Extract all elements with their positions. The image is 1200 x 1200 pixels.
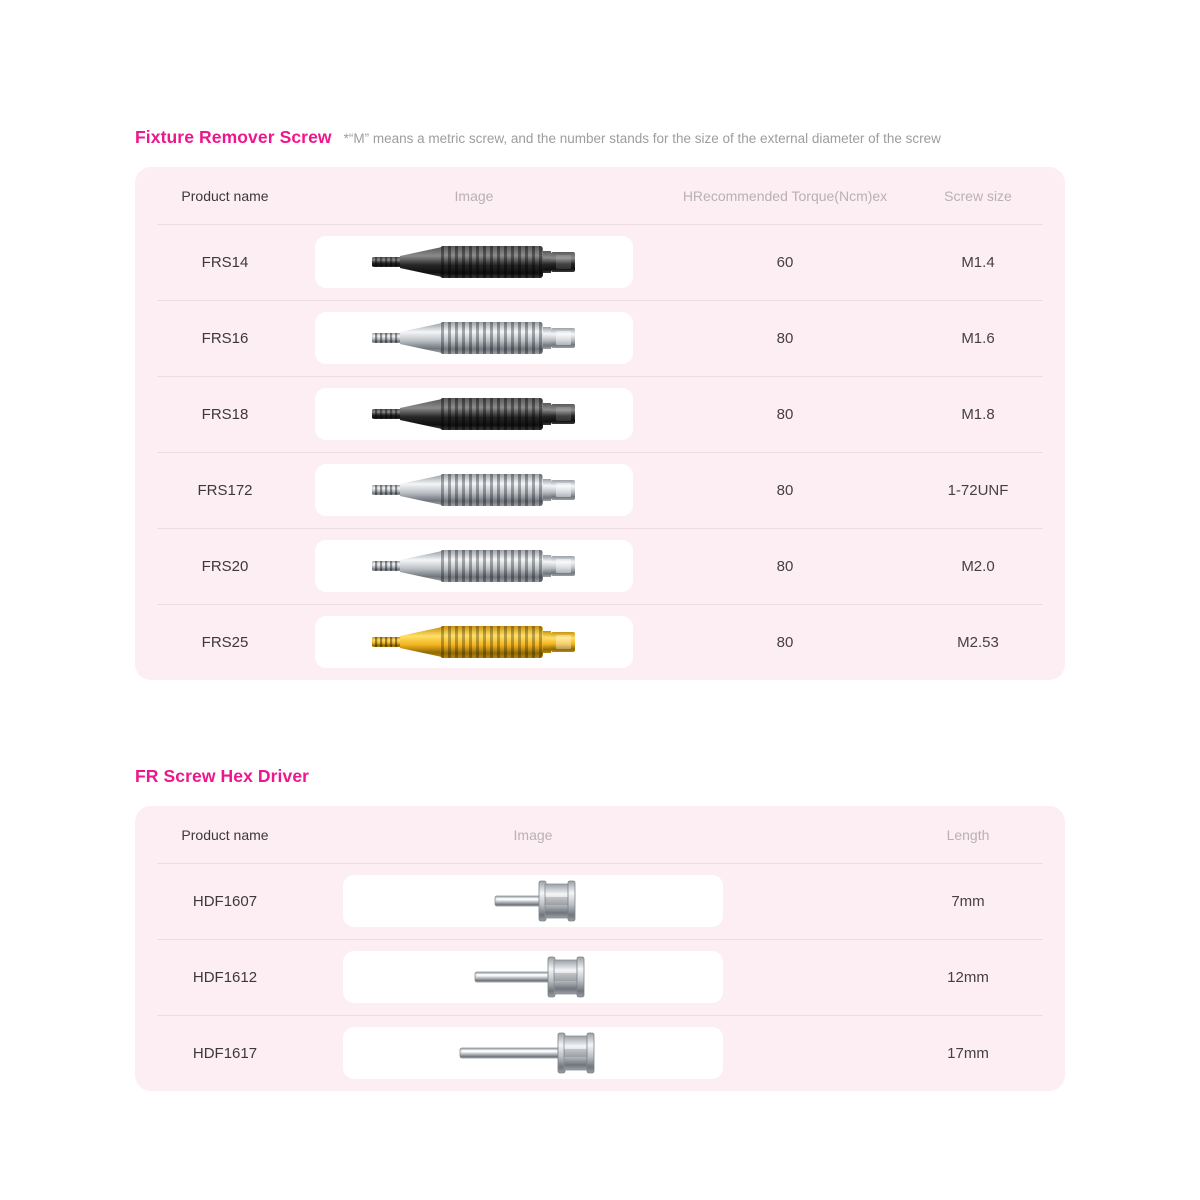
table-header-row	[135, 806, 1065, 863]
driver-section-header	[135, 766, 1065, 787]
column-header-image: Image	[454, 187, 494, 204]
table-row	[135, 300, 1065, 376]
table-row	[135, 863, 1065, 939]
screw-dark-icon	[315, 388, 633, 440]
product-name: HDF1612	[192, 968, 258, 986]
length-value: 12mm	[947, 968, 989, 986]
table-row	[135, 604, 1065, 680]
screw-dark-icon	[315, 236, 633, 288]
screw-size-value: M1.4	[961, 253, 995, 271]
product-image	[315, 540, 633, 592]
product-name: HDF1617	[192, 1044, 258, 1062]
section-title: Fixture Remover Screw	[135, 127, 332, 147]
product-name: FRS25	[201, 633, 249, 651]
screw-gold-icon	[315, 616, 633, 668]
torque-value: 80	[776, 329, 794, 347]
hex-driver-short-icon	[343, 875, 723, 927]
product-image	[315, 616, 633, 668]
product-image	[343, 951, 723, 1003]
hex-driver-long-icon	[343, 1027, 723, 1079]
table-row	[135, 939, 1065, 1015]
product-image	[315, 236, 633, 288]
screw-silver-icon	[315, 540, 633, 592]
section-title: FR Screw Hex Driver	[135, 766, 310, 786]
product-image	[343, 875, 723, 927]
hex-driver-table	[135, 806, 1065, 1091]
length-value: 7mm	[951, 892, 985, 910]
column-header-screw-size: Screw size	[944, 187, 1012, 204]
product-image	[315, 388, 633, 440]
torque-value: 60	[776, 253, 794, 271]
screw-size-value: 1-72UNF	[947, 481, 1009, 499]
screw-silver-icon	[315, 464, 633, 516]
table-row	[135, 528, 1065, 604]
fixture-section-header	[135, 127, 1065, 148]
section-note: *“M” means a metric screw, and the number stands for the size of the external diameter of the screw	[343, 131, 941, 146]
column-header-image: Image	[513, 826, 553, 843]
product-image	[343, 1027, 723, 1079]
table-row	[135, 452, 1065, 528]
screw-size-value: M2.0	[961, 557, 995, 575]
table-row	[135, 1015, 1065, 1091]
torque-value: 80	[776, 481, 794, 499]
screw-size-value: M1.8	[961, 405, 995, 423]
hex-driver-section	[135, 766, 1065, 1091]
product-name: HDF1607	[192, 892, 258, 910]
screw-silver-icon	[315, 312, 633, 364]
product-name: FRS16	[201, 329, 249, 347]
table-row	[135, 376, 1065, 452]
table-row	[135, 224, 1065, 300]
hex-driver-medium-icon	[343, 951, 723, 1003]
column-header-product: Product name	[181, 187, 269, 204]
table-header-row	[135, 167, 1065, 224]
torque-value: 80	[776, 557, 794, 575]
product-name: FRS14	[201, 253, 249, 271]
column-header-torque: HRecommended Torque(Ncm)ex	[682, 187, 888, 204]
fixture-remover-section	[135, 0, 1065, 680]
length-value: 17mm	[947, 1044, 989, 1062]
product-image	[315, 464, 633, 516]
screw-size-value: M2.53	[957, 633, 999, 651]
screw-size-value: M1.6	[961, 329, 995, 347]
product-name: FRS172	[197, 481, 253, 499]
product-image	[315, 312, 633, 364]
product-name: FRS20	[201, 557, 249, 575]
torque-value: 80	[776, 633, 794, 651]
torque-value: 80	[776, 405, 794, 423]
fixture-table	[135, 167, 1065, 680]
column-header-length: Length	[946, 826, 990, 843]
column-header-product: Product name	[181, 826, 269, 843]
product-name: FRS18	[201, 405, 249, 423]
